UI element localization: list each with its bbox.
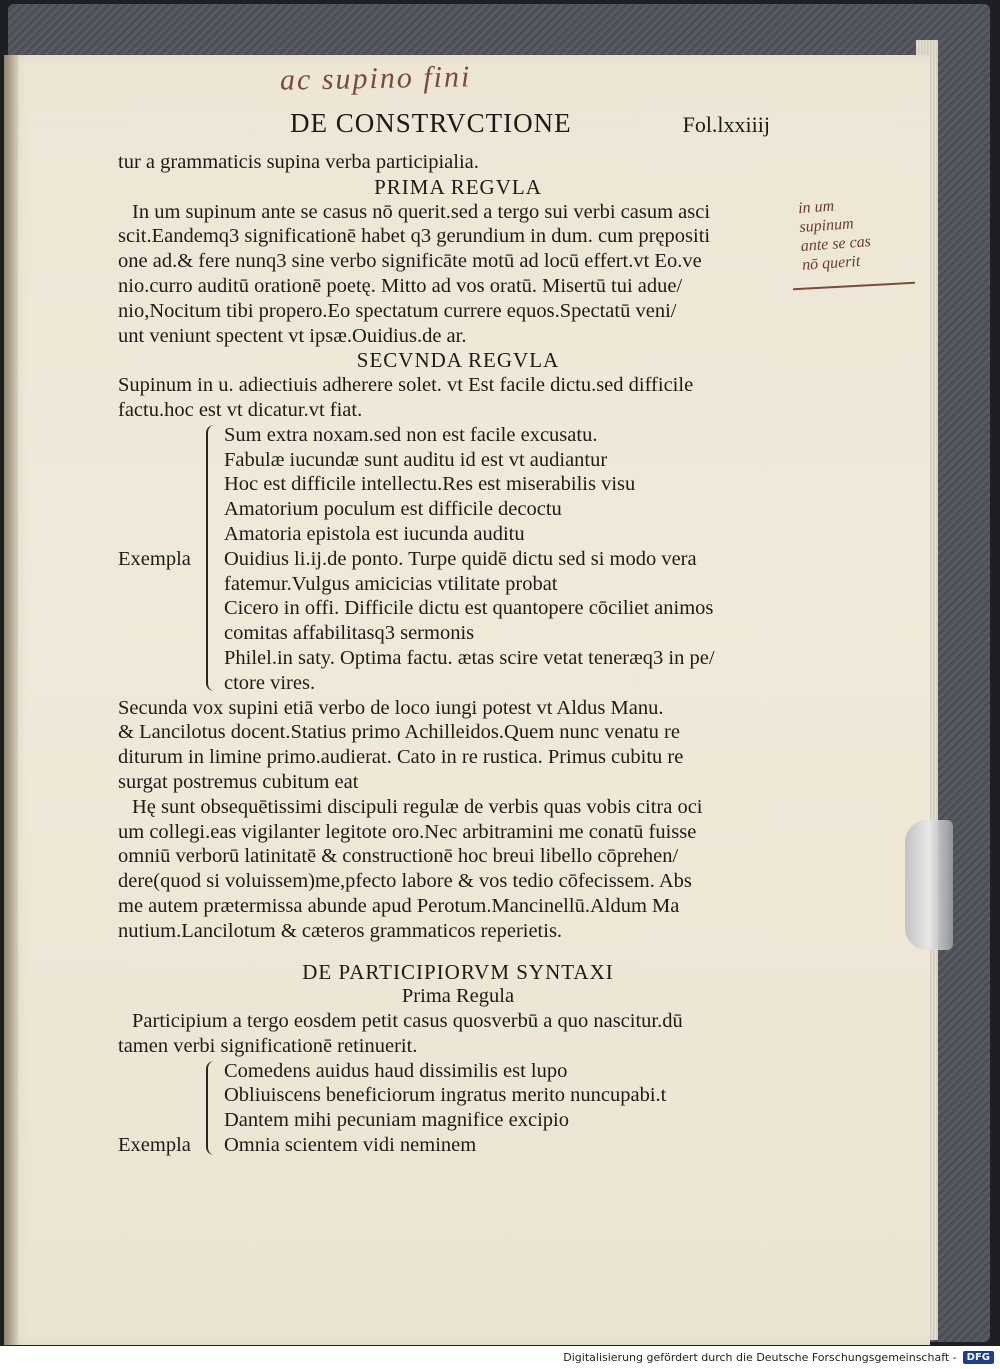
example-line: Hoc est difficile intellectu.Res est miserabilis visu — [224, 473, 636, 496]
exempla-block — [118, 423, 798, 696]
dfg-logo: DFG — [963, 1351, 994, 1364]
text-line: diturum in limine primo.audierat. Cato in re rustica. Primus cubitu re — [118, 746, 684, 769]
example-line: Fabulæ iucundæ sunt auditu id est vt audiantur — [224, 448, 608, 471]
text-line: In um supinum ante se casus nō querit.sed a tergo sui verbi casum asci — [132, 200, 711, 223]
text-line: nio.curro auditū orationē poetę. Mitto ad vos oratū. Misertū tui adue/ — [118, 274, 683, 297]
example-line: Omnia scientem vidi neminem — [224, 1134, 477, 1157]
footer-credit: Digitalisierung gefördert durch die Deutsche Forschungsgemeinschaft - — [563, 1351, 957, 1364]
margin-note — [797, 191, 917, 275]
example-line: Ouidius li.ij.de ponto. Turpe quidē dictu sed si modo vera — [224, 547, 697, 570]
text-line: tamen verbi significationē retinuerit. — [118, 1034, 418, 1057]
example-line: ctore vires. — [224, 671, 316, 694]
spacer — [118, 944, 798, 960]
text-line: um collegi.eas vigilanter legitote oro.Nec arbitramini me conatū fuisse — [118, 820, 697, 843]
text-line: unt veniunt spectent vt ipsæ.Ouidius.de ar. — [118, 324, 467, 347]
text-line: nio,Nocitum tibi propero.Eo spectatum currere equos.Spectatū veni/ — [118, 299, 677, 322]
exempla-label: Exempla — [118, 547, 191, 570]
example-line: Sum extra noxam.sed non est facile excusatu. — [224, 423, 598, 446]
page-clip — [905, 820, 953, 950]
example-line: Amatoria epistola est iucunda auditu — [224, 522, 525, 545]
example-line: Philel.in saty. Optima factu. ætas scire vetat teneræq3 in pe/ — [224, 646, 715, 669]
text-line: Supinum in u. adiectiuis adherere solet. vt Est facile dictu.sed difficile — [118, 374, 694, 397]
example-line: Cicero in offi. Difficile dictu est quantopere cōciliet animos — [224, 597, 714, 620]
section-heading: DE PARTICIPIORVM SYNTAXI — [302, 959, 614, 984]
text-line: omniū verborū latinitatē & constructionē hoc breui libello cōprehen/ — [118, 845, 679, 868]
margin-note-line: nō querit — [801, 252, 861, 274]
running-head — [290, 108, 770, 139]
example-line: Amatorium poculum est difficile decoctu — [224, 498, 562, 521]
example-line: Dantem mihi pecuniam magnifice excipio — [224, 1109, 569, 1132]
exempla-block — [118, 1059, 798, 1158]
subsection-heading: Prima Regula — [401, 985, 515, 1008]
section-heading: PRIMA REGVLA — [374, 174, 542, 199]
text-line: dere(quod si voluissem)me,pfecto labore & vos tedio cōfecissem. Abs — [118, 870, 692, 893]
footer-bar — [0, 1346, 1000, 1369]
margin-note-line: in um — [797, 197, 835, 218]
text-line: nutium.Lancilotum & cæteros grammaticos reperietis. — [118, 919, 563, 942]
page-gutter — [4, 55, 18, 1345]
page-text — [118, 150, 798, 1158]
text-line: factu.hoc est vt dicatur.vt fiat. — [118, 398, 363, 421]
text-line: Participium a tergo eosdem petit casus quosverbū a quo nascitur.dū — [132, 1010, 683, 1033]
margin-note-line: ante se cas — [800, 233, 872, 255]
section-heading: SECVNDA REGVLA — [356, 348, 560, 373]
handwritten-annotation: ac supino fini — [279, 60, 472, 97]
example-line: comitas affabilitasq3 sermonis — [224, 622, 475, 645]
exempla-label: Exempla — [118, 1133, 191, 1156]
margin-note-line: supinum — [798, 215, 855, 237]
example-line: fatemur.Vulgus amicicias vtilitate probat — [224, 572, 558, 595]
brace-mark — [206, 425, 218, 691]
text-line: scit.Eandemq3 significationē habet q3 gerundium in dum. cum prępositi — [118, 225, 711, 248]
example-line: Obliuiscens beneficiorum ingratus merito nuncupabi.t — [224, 1084, 667, 1107]
text-line: Hę sunt obsequētissimi discipuli regulæ de verbis quas vobis citra oci — [132, 795, 703, 818]
text-line: one ad.& fere nunq3 sine verbo significāte motū ad locū effert.vt Eo.ve — [118, 250, 702, 273]
brace-mark — [206, 1061, 218, 1155]
text-line: & Lancilotus docent.Statius primo Achilleidos.Quem nunc venatu re — [118, 721, 680, 744]
example-line: Comedens auidus haud dissimilis est lupo — [224, 1059, 568, 1082]
text-line: tur a grammaticis supina verba participialia. — [118, 151, 479, 173]
running-head-title: DE CONSTRVCTIONE — [290, 108, 572, 138]
folio-number: Fol.lxxiiij — [682, 112, 770, 137]
text-line: Secunda vox supini etiā verbo de loco iungi potest vt Aldus Manu. — [118, 696, 664, 719]
text-line: me autem prætermissa abunde apud Perotum.Mancinellū.Aldum Ma — [118, 894, 680, 917]
text-line: surgat postremus cubitum eat — [118, 770, 359, 793]
